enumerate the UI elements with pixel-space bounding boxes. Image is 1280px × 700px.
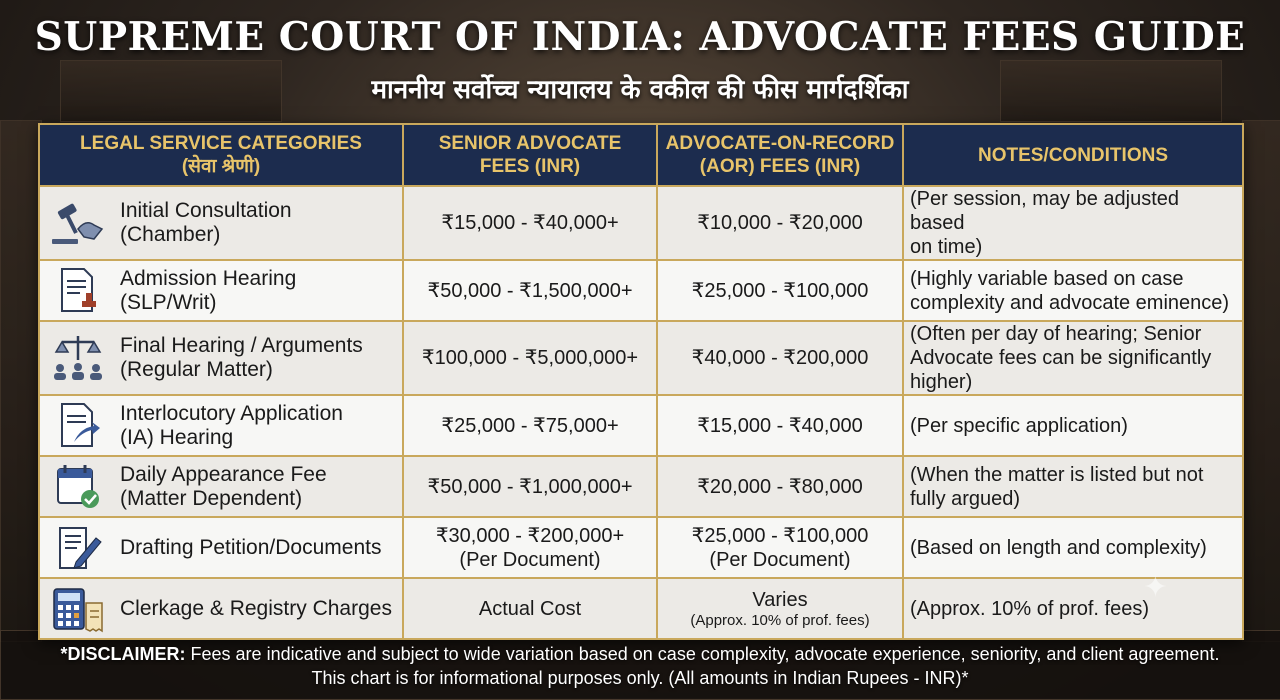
senior-fee-cell [403, 260, 657, 321]
senior-fee-cell [403, 578, 657, 639]
table-header-row [39, 124, 1243, 186]
notes-cell [903, 456, 1243, 517]
notes-line1: (Often per day of hearing; Senior [910, 323, 1202, 345]
notes-line2: Advocate fees can be significantly higher) [910, 347, 1212, 393]
aor-fee-qualifier: (Per Document) [709, 548, 851, 571]
notes-line1: (Highly variable based on case [910, 267, 1184, 290]
document-pen-icon [50, 524, 106, 572]
category-name: Interlocutory Application [120, 401, 343, 425]
senior-fee-value: ₹25,000 - ₹75,000+ [441, 414, 619, 437]
table-row [39, 456, 1243, 517]
category-name: Daily Appearance Fee [120, 462, 327, 486]
aor-fee-value: Varies [752, 588, 808, 611]
notes-line1: (When the matter is listed but not [910, 463, 1204, 486]
senior-fee-cell [403, 321, 657, 395]
category-name: Initial Consultation [120, 199, 292, 222]
senior-fee-value: ₹100,000 - ₹5,000,000+ [421, 347, 639, 369]
category-subname: (Matter Dependent) [120, 486, 303, 510]
header-notes [903, 124, 1243, 186]
category-subname: (SLP/Writ) [120, 290, 217, 314]
category-subname: (IA) Hearing [120, 425, 234, 449]
table-row [39, 395, 1243, 456]
table-row [39, 517, 1243, 578]
header-senior-line2: FEES (INR) [479, 156, 581, 177]
notes-line2: on time) [910, 236, 983, 258]
aor-fee-value: ₹25,000 - ₹100,000 [691, 524, 869, 547]
scales-people-icon [50, 334, 106, 382]
document-arrow-icon [50, 402, 106, 450]
category-cell [39, 578, 403, 639]
senior-fee-cell [403, 517, 657, 578]
disclaimer [0, 642, 1280, 690]
category-name: Clerkage & Registry Charges [120, 596, 392, 620]
notes-cell [903, 395, 1243, 456]
aor-fee-cell [657, 456, 903, 517]
aor-fee-value: ₹20,000 - ₹80,000 [697, 475, 863, 498]
header-aor-fees [657, 124, 903, 186]
category-subname: (Chamber) [120, 223, 221, 246]
table-row [39, 260, 1243, 321]
aor-fee-cell [657, 578, 903, 639]
senior-fee-value: ₹15,000 - ₹40,000+ [441, 212, 619, 234]
document-stamp-icon [50, 267, 106, 315]
category-cell [39, 395, 403, 456]
gavel-handshake-icon [50, 199, 106, 247]
header-aor-line1: ADVOCATE-ON-RECORD [665, 133, 895, 154]
notes-cell [903, 578, 1243, 639]
notes-line2: fully argued) [910, 487, 1021, 510]
aor-fee-qualifier: (Approx. 10% of prof. fees) [690, 611, 870, 629]
table-row [39, 321, 1243, 395]
aor-fee-cell [657, 186, 903, 260]
aor-fee-cell [657, 321, 903, 395]
aor-fee-value: ₹40,000 - ₹200,000 [691, 347, 869, 369]
category-subname: (Regular Matter) [120, 358, 273, 381]
category-cell [39, 260, 403, 321]
header-notes-label: NOTES/CONDITIONS [977, 144, 1168, 166]
category-cell [39, 321, 403, 395]
category-cell [39, 186, 403, 260]
notes-line1: (Approx. 10% of prof. fees) [910, 597, 1150, 620]
sparkle-icon: ✦ [1142, 571, 1168, 604]
fees-table [38, 123, 1244, 640]
header-category-line2: (सेवा श्रेणी) [181, 156, 261, 177]
disclaimer-label: *DISCLAIMER: [60, 644, 186, 664]
page-subtitle: माननीय सर्वोच्च न्यायालय के वकील की फीस मार्गदर्शिका [371, 75, 909, 105]
aor-fee-value: ₹15,000 - ₹40,000 [697, 414, 863, 437]
senior-fee-qualifier: (Per Document) [459, 548, 601, 571]
page-title: SUPREME COURT OF INDIA: ADVOCATE FEES GUIDE [34, 14, 1246, 60]
header-category [39, 124, 403, 186]
aor-fee-value: ₹10,000 - ₹20,000 [697, 212, 863, 234]
category-name: Final Hearing / Arguments [120, 334, 363, 357]
header-category-line1: LEGAL SERVICE CATEGORIES [80, 133, 362, 154]
header-aor-line2: (AOR) FEES (INR) [699, 156, 861, 177]
table-row [39, 578, 1243, 639]
category-name: Drafting Petition/Documents [120, 535, 382, 559]
calculator-receipt-icon [50, 585, 106, 633]
aor-fee-cell [657, 260, 903, 321]
aor-fee-cell [657, 395, 903, 456]
category-cell [39, 517, 403, 578]
senior-fee-cell [403, 456, 657, 517]
header-senior-line1: SENIOR ADVOCATE [438, 133, 622, 154]
category-name: Admission Hearing [120, 266, 297, 290]
notes-cell [903, 186, 1243, 260]
notes-line1: (Per specific application) [910, 414, 1128, 437]
senior-fee-cell [403, 186, 657, 260]
notes-line2: complexity and advocate eminence) [910, 291, 1230, 314]
aor-fee-cell [657, 517, 903, 578]
notes-cell [903, 260, 1243, 321]
notes-line1: (Based on length and complexity) [910, 536, 1207, 559]
senior-fee-value: Actual Cost [478, 597, 582, 620]
calendar-check-icon [50, 463, 106, 511]
disclaimer-line2: This chart is for informational purposes only. (All amounts in Indian Rupees - INR)* [311, 668, 969, 688]
disclaimer-line1: Fees are indicative and subject to wide variation based on case complexity, advocate experience, seniority, and client agreement. [185, 644, 1220, 664]
senior-fee-cell [403, 395, 657, 456]
notes-cell [903, 517, 1243, 578]
aor-fee-value: ₹25,000 - ₹100,000 [691, 279, 869, 302]
notes-line1: (Per session, may be adjusted based [910, 188, 1180, 234]
category-cell [39, 456, 403, 517]
notes-cell [903, 321, 1243, 395]
header-senior-fees [403, 124, 657, 186]
senior-fee-value: ₹30,000 - ₹200,000+ [435, 524, 625, 547]
table-row [39, 186, 1243, 260]
senior-fee-value: ₹50,000 - ₹1,000,000+ [427, 475, 633, 498]
senior-fee-value: ₹50,000 - ₹1,500,000+ [427, 279, 633, 302]
